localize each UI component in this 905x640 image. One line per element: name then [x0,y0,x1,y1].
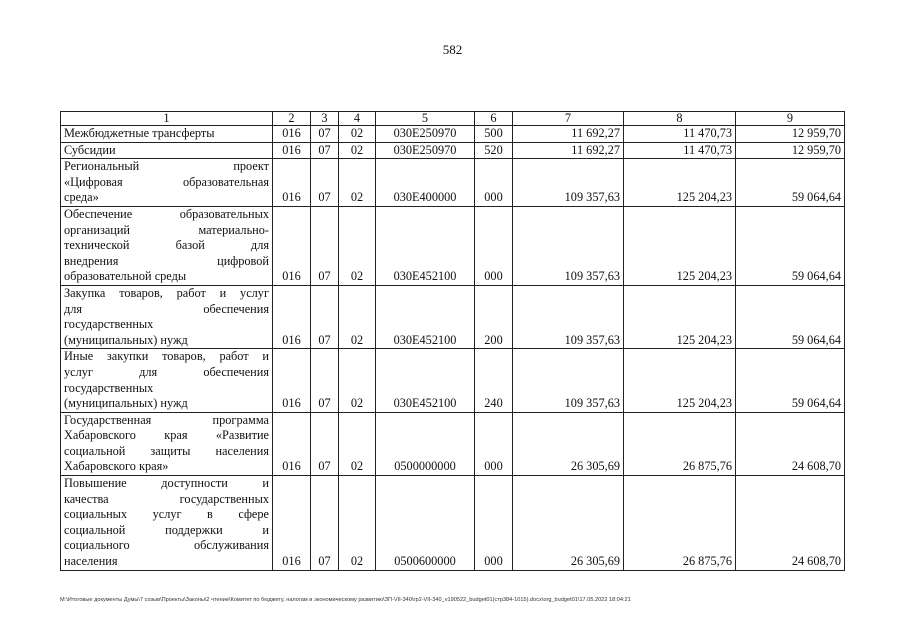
table-row [61,349,845,412]
amount-col-8: 125 204,23 [624,285,736,348]
target-article-code: 030E452100 [376,349,475,412]
amount-col-7: 109 357,63 [513,159,624,207]
row-name-line: населения [64,554,118,569]
table-row [61,476,845,571]
target-article-code: 030E452100 [376,285,475,348]
amount-col-7: 109 357,63 [513,285,624,348]
row-name [61,206,273,285]
row-name-line: Региональный проект [64,159,269,174]
row-name-line: качества государственных [64,491,269,506]
row-name-line: Субсидии [64,142,116,157]
subsection-code: 02 [339,349,376,412]
row-name-line: Иные закупки товаров, работ и [64,349,269,364]
amount-col-8: 26 875,76 [624,476,736,571]
column-header: 9 [736,112,845,126]
section-code: 07 [311,126,339,143]
amount-col-7: 109 357,63 [513,206,624,285]
subsection-code: 02 [339,412,376,475]
row-name [61,476,273,571]
table-row [61,285,845,348]
ministry-code: 016 [273,126,311,143]
subsection-code: 02 [339,126,376,143]
row-name-line: социальной защиты населения [64,443,269,458]
column-header: 7 [513,112,624,126]
table-row [61,206,845,285]
row-name-line: (муниципальных) нужд [64,332,188,347]
expense-type-code: 500 [475,126,513,143]
column-header: 6 [475,112,513,126]
row-name-line: государственных [64,380,154,395]
row-name-line: Обеспечение образовательных [64,206,269,221]
row-name-line: (муниципальных) нужд [64,396,188,411]
expense-type-code: 000 [475,412,513,475]
column-header: 3 [311,112,339,126]
target-article-code: 030E250970 [376,142,475,159]
row-name-line: Закупка товаров, работ и услуг [64,285,269,300]
row-name [61,412,273,475]
expense-type-code: 520 [475,142,513,159]
subsection-code: 02 [339,159,376,207]
table-row [61,412,845,475]
target-article-code: 030E452100 [376,206,475,285]
amount-col-8: 125 204,23 [624,206,736,285]
ministry-code: 016 [273,285,311,348]
row-name-line: социальной поддержки и [64,522,269,537]
row-name-line: внедрения цифровой [64,253,269,268]
ministry-code: 016 [273,206,311,285]
expense-type-code: 000 [475,206,513,285]
amount-col-9: 59 064,64 [736,206,845,285]
row-name [61,349,273,412]
ministry-code: 016 [273,412,311,475]
page-number: 582 [442,42,463,57]
amount-col-9: 59 064,64 [736,159,845,207]
row-name-line: для обеспечения [64,301,269,316]
target-article-code: 0500000000 [376,412,475,475]
row-name-line: Повышение доступности и [64,476,269,491]
amount-col-8: 125 204,23 [624,159,736,207]
section-code: 07 [311,412,339,475]
column-header: 8 [624,112,736,126]
expense-type-code: 000 [475,476,513,571]
target-article-code: 0500600000 [376,476,475,571]
ministry-code: 016 [273,159,311,207]
amount-col-7: 26 305,69 [513,412,624,475]
row-name-line: Хабаровского края «Развитие [64,428,269,443]
row-name [61,285,273,348]
row-name [61,126,273,143]
amount-col-9: 24 608,70 [736,412,845,475]
ministry-code: 016 [273,349,311,412]
row-name [61,159,273,207]
section-code: 07 [311,476,339,571]
subsection-code: 02 [339,206,376,285]
amount-col-8: 11 470,73 [624,126,736,143]
amount-col-9: 12 959,70 [736,142,845,159]
row-name-line: Государственная программа [64,412,269,427]
subsection-code: 02 [339,285,376,348]
row-name-line: Хабаровского края» [64,459,169,474]
amount-col-7: 11 692,27 [513,126,624,143]
row-name-line: организаций материально- [64,222,269,237]
amount-col-7: 26 305,69 [513,476,624,571]
row-name-line: образовательной среды [64,269,187,284]
section-code: 07 [311,142,339,159]
ministry-code: 016 [273,142,311,159]
row-name [61,142,273,159]
amount-col-8: 26 875,76 [624,412,736,475]
target-article-code: 030E250970 [376,126,475,143]
row-name-line: Межбюджетные трансферты [64,126,215,140]
column-header: 4 [339,112,376,126]
table-row [61,126,845,143]
budget-table [60,111,845,571]
amount-col-9: 59 064,64 [736,285,845,348]
table-row [61,159,845,207]
ministry-code: 016 [273,476,311,571]
amount-col-9: 12 959,70 [736,126,845,143]
expense-type-code: 000 [475,159,513,207]
row-name-line: технической базой для [64,238,269,253]
amount-col-7: 109 357,63 [513,349,624,412]
column-header: 5 [376,112,475,126]
section-code: 07 [311,285,339,348]
row-name-line: среда» [64,190,99,205]
amount-col-7: 11 692,27 [513,142,624,159]
section-code: 07 [311,206,339,285]
expense-type-code: 200 [475,285,513,348]
expense-type-code: 240 [475,349,513,412]
subsection-code: 02 [339,476,376,571]
amount-col-9: 24 608,70 [736,476,845,571]
subsection-code: 02 [339,142,376,159]
target-article-code: 030E400000 [376,159,475,207]
column-header: 1 [61,112,273,126]
row-name-line: социальных услуг в сфере [64,507,269,522]
amount-col-9: 59 064,64 [736,349,845,412]
section-code: 07 [311,349,339,412]
column-header: 2 [273,112,311,126]
row-name-line: услуг для обеспечения [64,364,269,379]
row-name-line: государственных [64,317,154,332]
amount-col-8: 11 470,73 [624,142,736,159]
table-row [61,142,845,159]
file-path-footer: М:\Итоговые документы Думы\7 созыв\Проекты\Законы\2 чтение\Комитет по бюджету, налогам и экономическому развитию\ЗП-VII-340\гр2-VII-340_v190522_budget01(стр384-1015).docx\org_budget01\17.05.2022 18:04:21 [60,597,631,603]
row-name-line: социального обслуживания [64,538,269,553]
row-name-line: «Цифровая образовательная [64,174,269,189]
section-code: 07 [311,159,339,207]
amount-col-8: 125 204,23 [624,349,736,412]
header-row [61,112,845,126]
